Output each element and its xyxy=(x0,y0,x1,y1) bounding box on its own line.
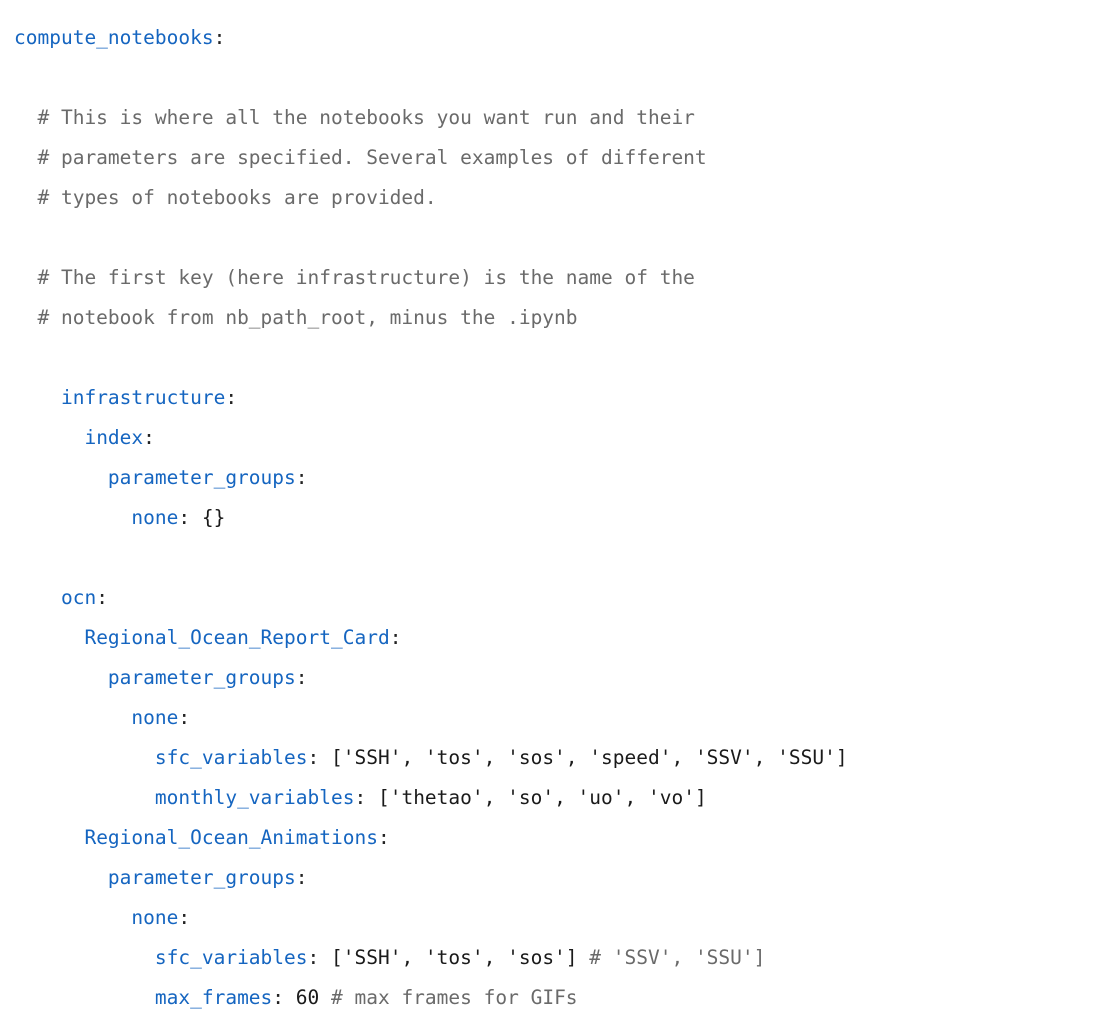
code-token-key: index xyxy=(84,426,144,449)
code-line xyxy=(14,258,1120,298)
code-token-comment: # parameters are specified. Several examples of different xyxy=(37,146,707,169)
code-token-comment: # The first key (here infrastructure) is the name of the xyxy=(37,266,695,289)
code-token-key: max_frames xyxy=(154,986,273,1009)
code-line xyxy=(14,938,1120,978)
code-blank-line xyxy=(14,218,1120,258)
code-line xyxy=(14,98,1120,138)
code-token-key: none xyxy=(131,906,179,929)
code-token-key: parameter_groups xyxy=(107,466,296,489)
code-line xyxy=(14,658,1120,698)
code-token-key: parameter_groups xyxy=(107,666,296,689)
code-token-string: ['SSH', 'tos', 'sos', 'speed', 'SSV', 'SSU'] xyxy=(331,746,848,769)
code-token-punct: : xyxy=(225,386,238,409)
code-line xyxy=(14,738,1120,778)
code-token-key: sfc_variables xyxy=(154,746,308,769)
code-token-string: ['SSH', 'tos', 'sos'] xyxy=(331,946,578,969)
code-token-comment: # types of notebooks are provided. xyxy=(37,186,437,209)
code-token-key: ocn xyxy=(60,586,97,609)
code-token-punct: : xyxy=(272,986,296,1009)
code-line xyxy=(14,458,1120,498)
code-blank-line xyxy=(14,58,1120,98)
code-token-punct: : xyxy=(143,426,155,449)
code-token-key: none xyxy=(131,706,179,729)
code-token-comment: # notebook from nb_path_root, minus the .ipynb xyxy=(37,306,578,329)
code-line xyxy=(14,618,1120,658)
code-token-comment: # 'SSV', 'SSU'] xyxy=(577,946,766,969)
code-line xyxy=(14,378,1120,418)
code-token-punct: : xyxy=(295,466,308,489)
code-blank-line xyxy=(14,338,1120,378)
code-line xyxy=(14,138,1120,178)
code-token-punct: : xyxy=(389,626,402,649)
code-line xyxy=(14,978,1120,1018)
code-line xyxy=(14,778,1120,818)
code-token-punct: : xyxy=(295,666,308,689)
code-token-key: Regional_Ocean_Report_Card xyxy=(84,626,390,649)
code-token-punct: : xyxy=(178,906,191,929)
code-line xyxy=(14,698,1120,738)
code-token-key: parameter_groups xyxy=(107,866,296,889)
code-token-key: infrastructure xyxy=(60,386,226,409)
code-token-key: sfc_variables xyxy=(154,946,308,969)
code-line xyxy=(14,18,1120,58)
code-token-key: monthly_variables xyxy=(154,786,355,809)
code-line xyxy=(14,178,1120,218)
code-token-punct: : xyxy=(213,26,226,49)
code-line xyxy=(14,898,1120,938)
code-line xyxy=(14,858,1120,898)
code-token-punct: : xyxy=(307,746,331,769)
code-line xyxy=(14,498,1120,538)
code-token-punct: : xyxy=(377,826,390,849)
code-token-punct: : xyxy=(295,866,308,889)
code-token-plain: {} xyxy=(201,506,226,529)
code-line xyxy=(14,818,1120,858)
code-token-num: 60 xyxy=(295,986,320,1009)
code-token-punct: : xyxy=(96,586,108,609)
code-token-key: Regional_Ocean_Animations xyxy=(84,826,378,849)
code-token-punct: : xyxy=(178,706,191,729)
code-blank-line xyxy=(14,538,1120,578)
code-token-string: ['thetao', 'so', 'uo', 'vo'] xyxy=(377,786,707,809)
code-token-punct: : xyxy=(354,786,378,809)
code-token-key: compute_notebooks xyxy=(14,26,214,49)
code-token-punct: : xyxy=(178,506,202,529)
code-line xyxy=(14,578,1120,618)
code-token-comment: # This is where all the notebooks you want run and their xyxy=(37,106,695,129)
code-line xyxy=(14,298,1120,338)
code-line xyxy=(14,418,1120,458)
code-token-key: none xyxy=(131,506,179,529)
code-token-comment: # max frames for GIFs xyxy=(319,986,578,1009)
code-token-punct: : xyxy=(307,946,331,969)
